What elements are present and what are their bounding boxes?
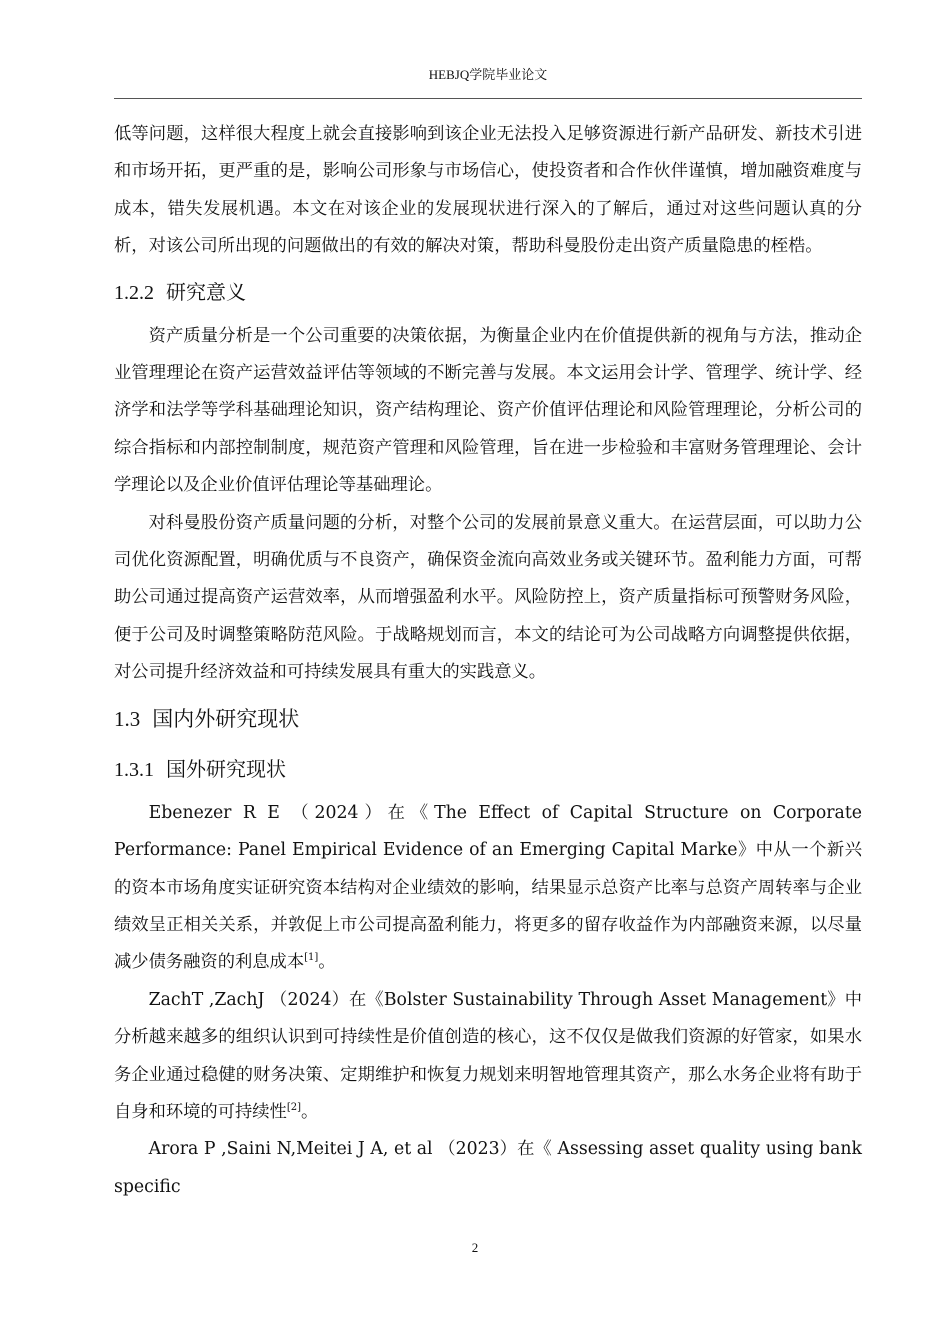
page-header (114, 62, 862, 99)
heading-text: 国外研究现状 (166, 756, 286, 781)
citation-2: [2] (286, 1101, 301, 1113)
paragraph-review-3: Arora P ,Saini N,Meitei J A, et al （2023）在《 Assessing asset quality using bank specific (114, 1139, 862, 1197)
page-body (114, 116, 862, 1206)
review-1-end: 。 (318, 952, 336, 973)
paragraph-continued: 低等问题，这样很大程度上就会直接影响到该企业无法投入足够资源进行新产品研发、新技术引进和市场开拓，更严重的是，影响公司形象与市场信心，使投资者和合作伙伴谨慎，增加融资难度与成本，错失发展机遇。本文在对该企业的发展现状进行深入的了解后，通过对这些问题认真的分析，对该公司所出现的问题做出的有效的解决对策，帮助科曼股份走出资产质量隐患的桎梏。 (114, 124, 862, 257)
heading-1-3-1 (114, 746, 862, 793)
heading-number: 1.2.2 (114, 281, 154, 304)
heading-1-3 (114, 695, 862, 743)
review-2-end: 。 (301, 1101, 319, 1122)
heading-1-2-2 (114, 269, 862, 316)
page-footer (0, 1240, 950, 1256)
paragraph-significance-2: 对科曼股份资产质量问题的分析，对整个公司的发展前景意义重大。在运营层面，可以助力公司优化资源配置，明确优质与不良资产，确保资金流向高效业务或关键环节。盈利能力方面，可帮助公司通过提高资产运营效率，从而增强盈利水平。风险防控上，资产质量指标可预警财务风险，便于公司及时调整策略防范风险。于战略规划而言，本文的结论可为公司战略方向调整提供依据，对公司提升经济效益和可持续发展具有重大的实践意义。 (114, 512, 862, 683)
heading-text: 国内外研究现状 (152, 706, 300, 731)
paragraph-significance-1: 资产质量分析是一个公司重要的决策依据，为衡量企业内在价值提供新的视角与方法，推动企业管理理论在资产运营效益评估等领域的不断完善与发展。本文运用会计学、管理学、统计学、经济学和法学等学科基础理论知识，资产结构理论、资产价值评估理论和风险管理理论，分析公司的综合指标和内部控制制度，规范资产管理和风险管理，旨在进一步检验和丰富财务管理理论、会计学理论以及企业价值评估理论等基础理论。 (114, 325, 862, 496)
paragraph-review-1 (114, 795, 862, 982)
heading-text: 研究意义 (166, 279, 246, 304)
header-title: HEBJQ学院毕业论文 (428, 67, 548, 82)
review-2-text: ZachT ,ZachJ （2024）在《Bolster Sustainability Through Asset Management》中分析越来越多的组织认识到可持续性是价值创造的核心，这不仅仅是做我们资源的好管家，如果水务企业通过稳健的财务决策、定期维护和恢复力规划来明智地管理其资产，那么水务企业将有助于自身和环境的可持续性 (114, 989, 862, 1122)
page-number: 2 (471, 1240, 479, 1255)
paragraph-review-2 (114, 982, 862, 1132)
heading-number: 1.3.1 (114, 758, 154, 781)
review-1-text: Ebenezer R E （2024）在《The Effect of Capital Structure on Corporate Performance: Panel Empirical Evidence of an Emerging Capital Marke》中从一个新兴的资本市场角度实证研究资本结构对企业绩效的影响，结果显示总资产比率与总资产周转率与企业绩效呈正相关关系，并敦促上市公司提高盈利能力，将更多的留存收益作为内部融资来源，以尽量减少债务融资的利息成本 (114, 802, 862, 973)
heading-number: 1.3 (114, 706, 141, 731)
citation-1: [1] (304, 952, 319, 964)
